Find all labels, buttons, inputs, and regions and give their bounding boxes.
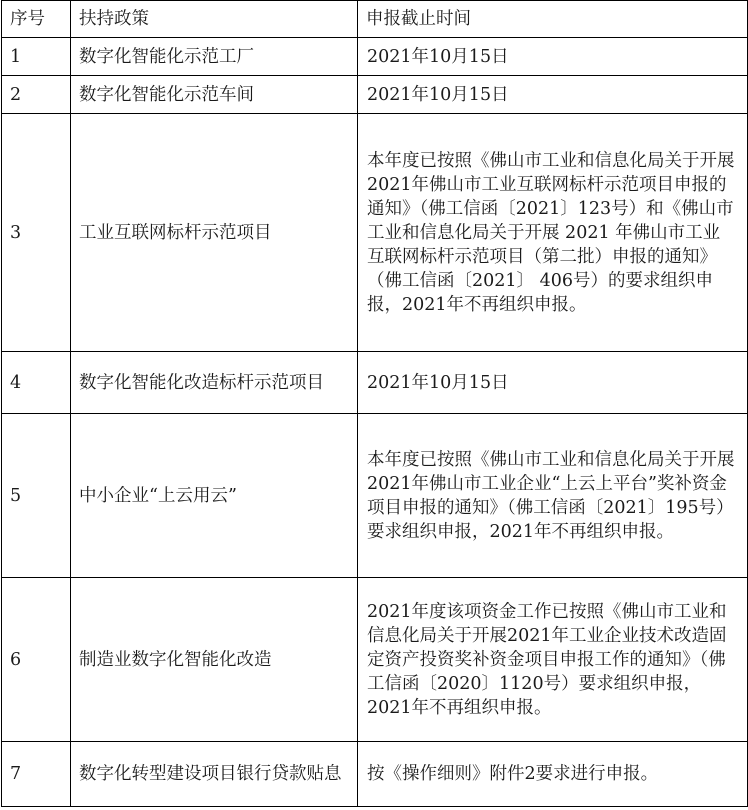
- header-deadline: 申报截止时间: [358, 1, 748, 38]
- row-policy: 数字化智能化改造标杆示范项目: [71, 352, 358, 414]
- row-policy: 数字化智能化示范工厂: [71, 38, 358, 76]
- table-row: [2, 742, 748, 807]
- row-number: 4: [2, 352, 71, 414]
- row-policy: 工业互联网标杆示范项目: [71, 114, 358, 352]
- row-deadline: 2021年度该项资金工作已按照《佛山市工业和信息化局关于开展2021年工业企业技术改造固定资产投资奖补资金项目申报工作的通知》（佛工信函〔2020〕1120号）要求组织申报，2021年不再组织申报。: [358, 578, 748, 742]
- table-row: [2, 578, 748, 742]
- row-number: 7: [2, 742, 71, 807]
- row-number: 3: [2, 114, 71, 352]
- table-row: [2, 76, 748, 114]
- row-policy: 数字化智能化示范车间: [71, 76, 358, 114]
- table-row: [2, 414, 748, 578]
- header-number: 序号: [2, 1, 71, 38]
- row-deadline: 2021年10月15日: [358, 76, 748, 114]
- policy-table: [1, 0, 748, 807]
- row-number: 6: [2, 578, 71, 742]
- row-number: 1: [2, 38, 71, 76]
- row-number: 5: [2, 414, 71, 578]
- row-deadline: 2021年10月15日: [358, 352, 748, 414]
- table-row: [2, 38, 748, 76]
- row-deadline: 本年度已按照《佛山市工业和信息化局关于开展2021年佛山市工业互联网标杆示范项目申报的通知》（佛工信函〔2021〕123号）和《佛山市工业和信息化局关于开展 2021 年佛山市工业互联网标杆示范项目（第二批）申报的通知》（佛工信函〔2021〕 406号）的要求组织申报，2021年不再组织申报。: [358, 114, 748, 352]
- table-row: [2, 352, 748, 414]
- row-policy: 中小企业“上云用云”: [71, 414, 358, 578]
- row-deadline: 2021年10月15日: [358, 38, 748, 76]
- row-policy: 制造业数字化智能化改造: [71, 578, 358, 742]
- header-policy: 扶持政策: [71, 1, 358, 38]
- row-number: 2: [2, 76, 71, 114]
- table-row: [2, 114, 748, 352]
- row-deadline: 按《操作细则》附件2要求进行申报。: [358, 742, 748, 807]
- row-deadline: 本年度已按照《佛山市工业和信息化局关于开展2021年佛山市工业企业“上云上平台”奖补资金项目申报的通知》（佛工信函〔2021〕195号）要求组织申报，2021年不再组织申报。: [358, 414, 748, 578]
- row-policy: 数字化转型建设项目银行贷款贴息: [71, 742, 358, 807]
- table-header-row: [2, 1, 748, 38]
